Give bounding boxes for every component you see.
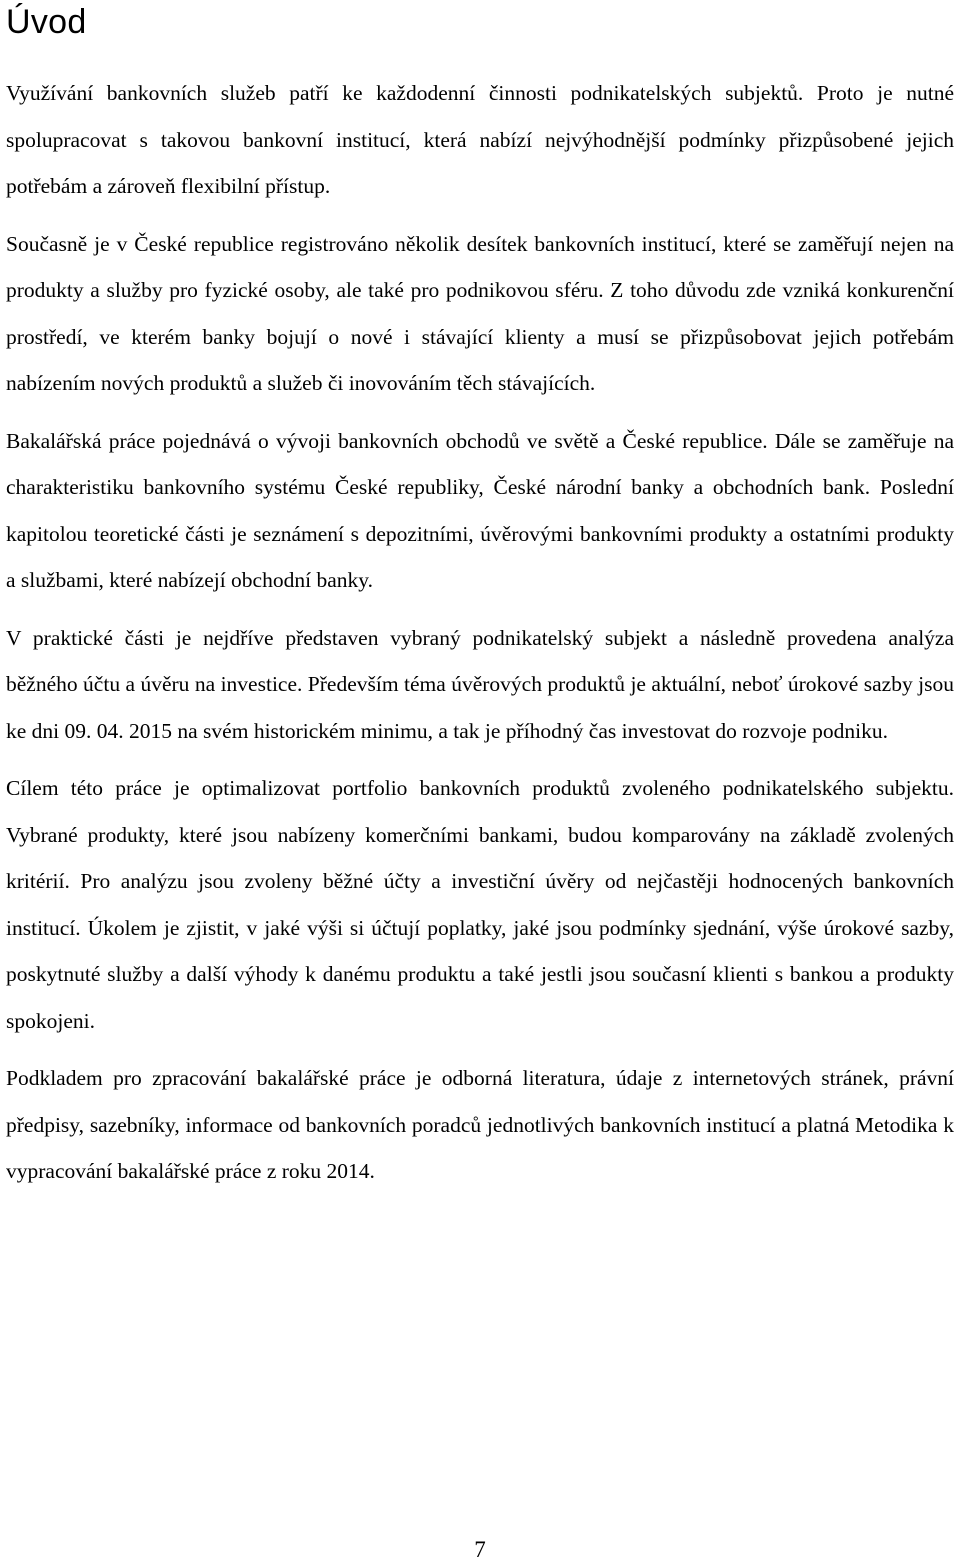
paragraph-sources: Podkladem pro zpracování bakalářské práce je odborná literatura, údaje z internetových stránek, právní předpisy, sazebníky, informace od bankovních poradců jednotlivých bankovních institucí a platná Metodika k vypracování bakalářské práce z roku 2014. bbox=[6, 1066, 954, 1183]
paragraph-intro: Využívání bankovních služeb patří ke každodenní činnosti podnikatelských subjektů. Proto je nutné spolupracovat s takovou bankovní institucí, která nabízí nejvýhodnější podmínky přizpůsobené jejich potřebám a zároveň flexibilní přístup. bbox=[6, 81, 954, 198]
page-title: Úvod bbox=[6, 3, 87, 41]
paragraph-goal: Cílem této práce je optimalizovat portfolio bankovních produktů zvoleného podnikatelského subjektu. Vybrané produkty, které jsou nabízeny komerčními bankami, budou komparovány na základě zvolených kritérií. Pro analýzu jsou zvoleny běžné účty a investiční úvěry od nejčastěji hodnocených bankovních institucí. Úkolem je zjistit, v jaké výši si účtují poplatky, jaké jsou podmínky sjednání, výše úrokové sazby, poskytnuté služby a další výhody k danému produktu a také jestli jsou současní klienti s bankou a produkty spokojeni. bbox=[6, 776, 954, 1033]
paragraph-thesis-theory: Bakalářská práce pojednává o vývoji bankovních obchodů ve světě a České republice. Dále se zaměřuje na charakteristiku bankovního systému České republiky, České národní banky a obchodních bank. Poslední kapitolou teoretické části je seznámení s depozitními, úvěrovými bankovními produkty a ostatními produkty a službami, které nabízejí obchodní banky. bbox=[6, 428, 954, 592]
page-number: 7 bbox=[474, 1537, 486, 1562]
paragraph-banks: Současně je v České republice registrováno několik desítek bankovních institucí, které se zaměřují nejen na produkty a služby pro fyzické osoby, ale také pro podnikovou sféru. Z toho důvodu zde vzniká konkurenční prostředí, ve kterém banky bojují o nové i stávající klienty a musí se přizpůsobovat jejich potřebám nabízením nových produktů a služeb či inovováním těch stávajících. bbox=[6, 231, 954, 395]
paragraph-thesis-practice: V praktické části je nejdříve představen vybraný podnikatelský subjekt a následně provedena analýza běžného účtu a úvěru na investice. Především téma úvěrových produktů je aktuální, neboť úrokové sazby jsou ke dni 09. 04. 2015 na svém historickém minimu, a tak je příhodný čas investovat do rozvoje podniku. bbox=[6, 625, 954, 743]
